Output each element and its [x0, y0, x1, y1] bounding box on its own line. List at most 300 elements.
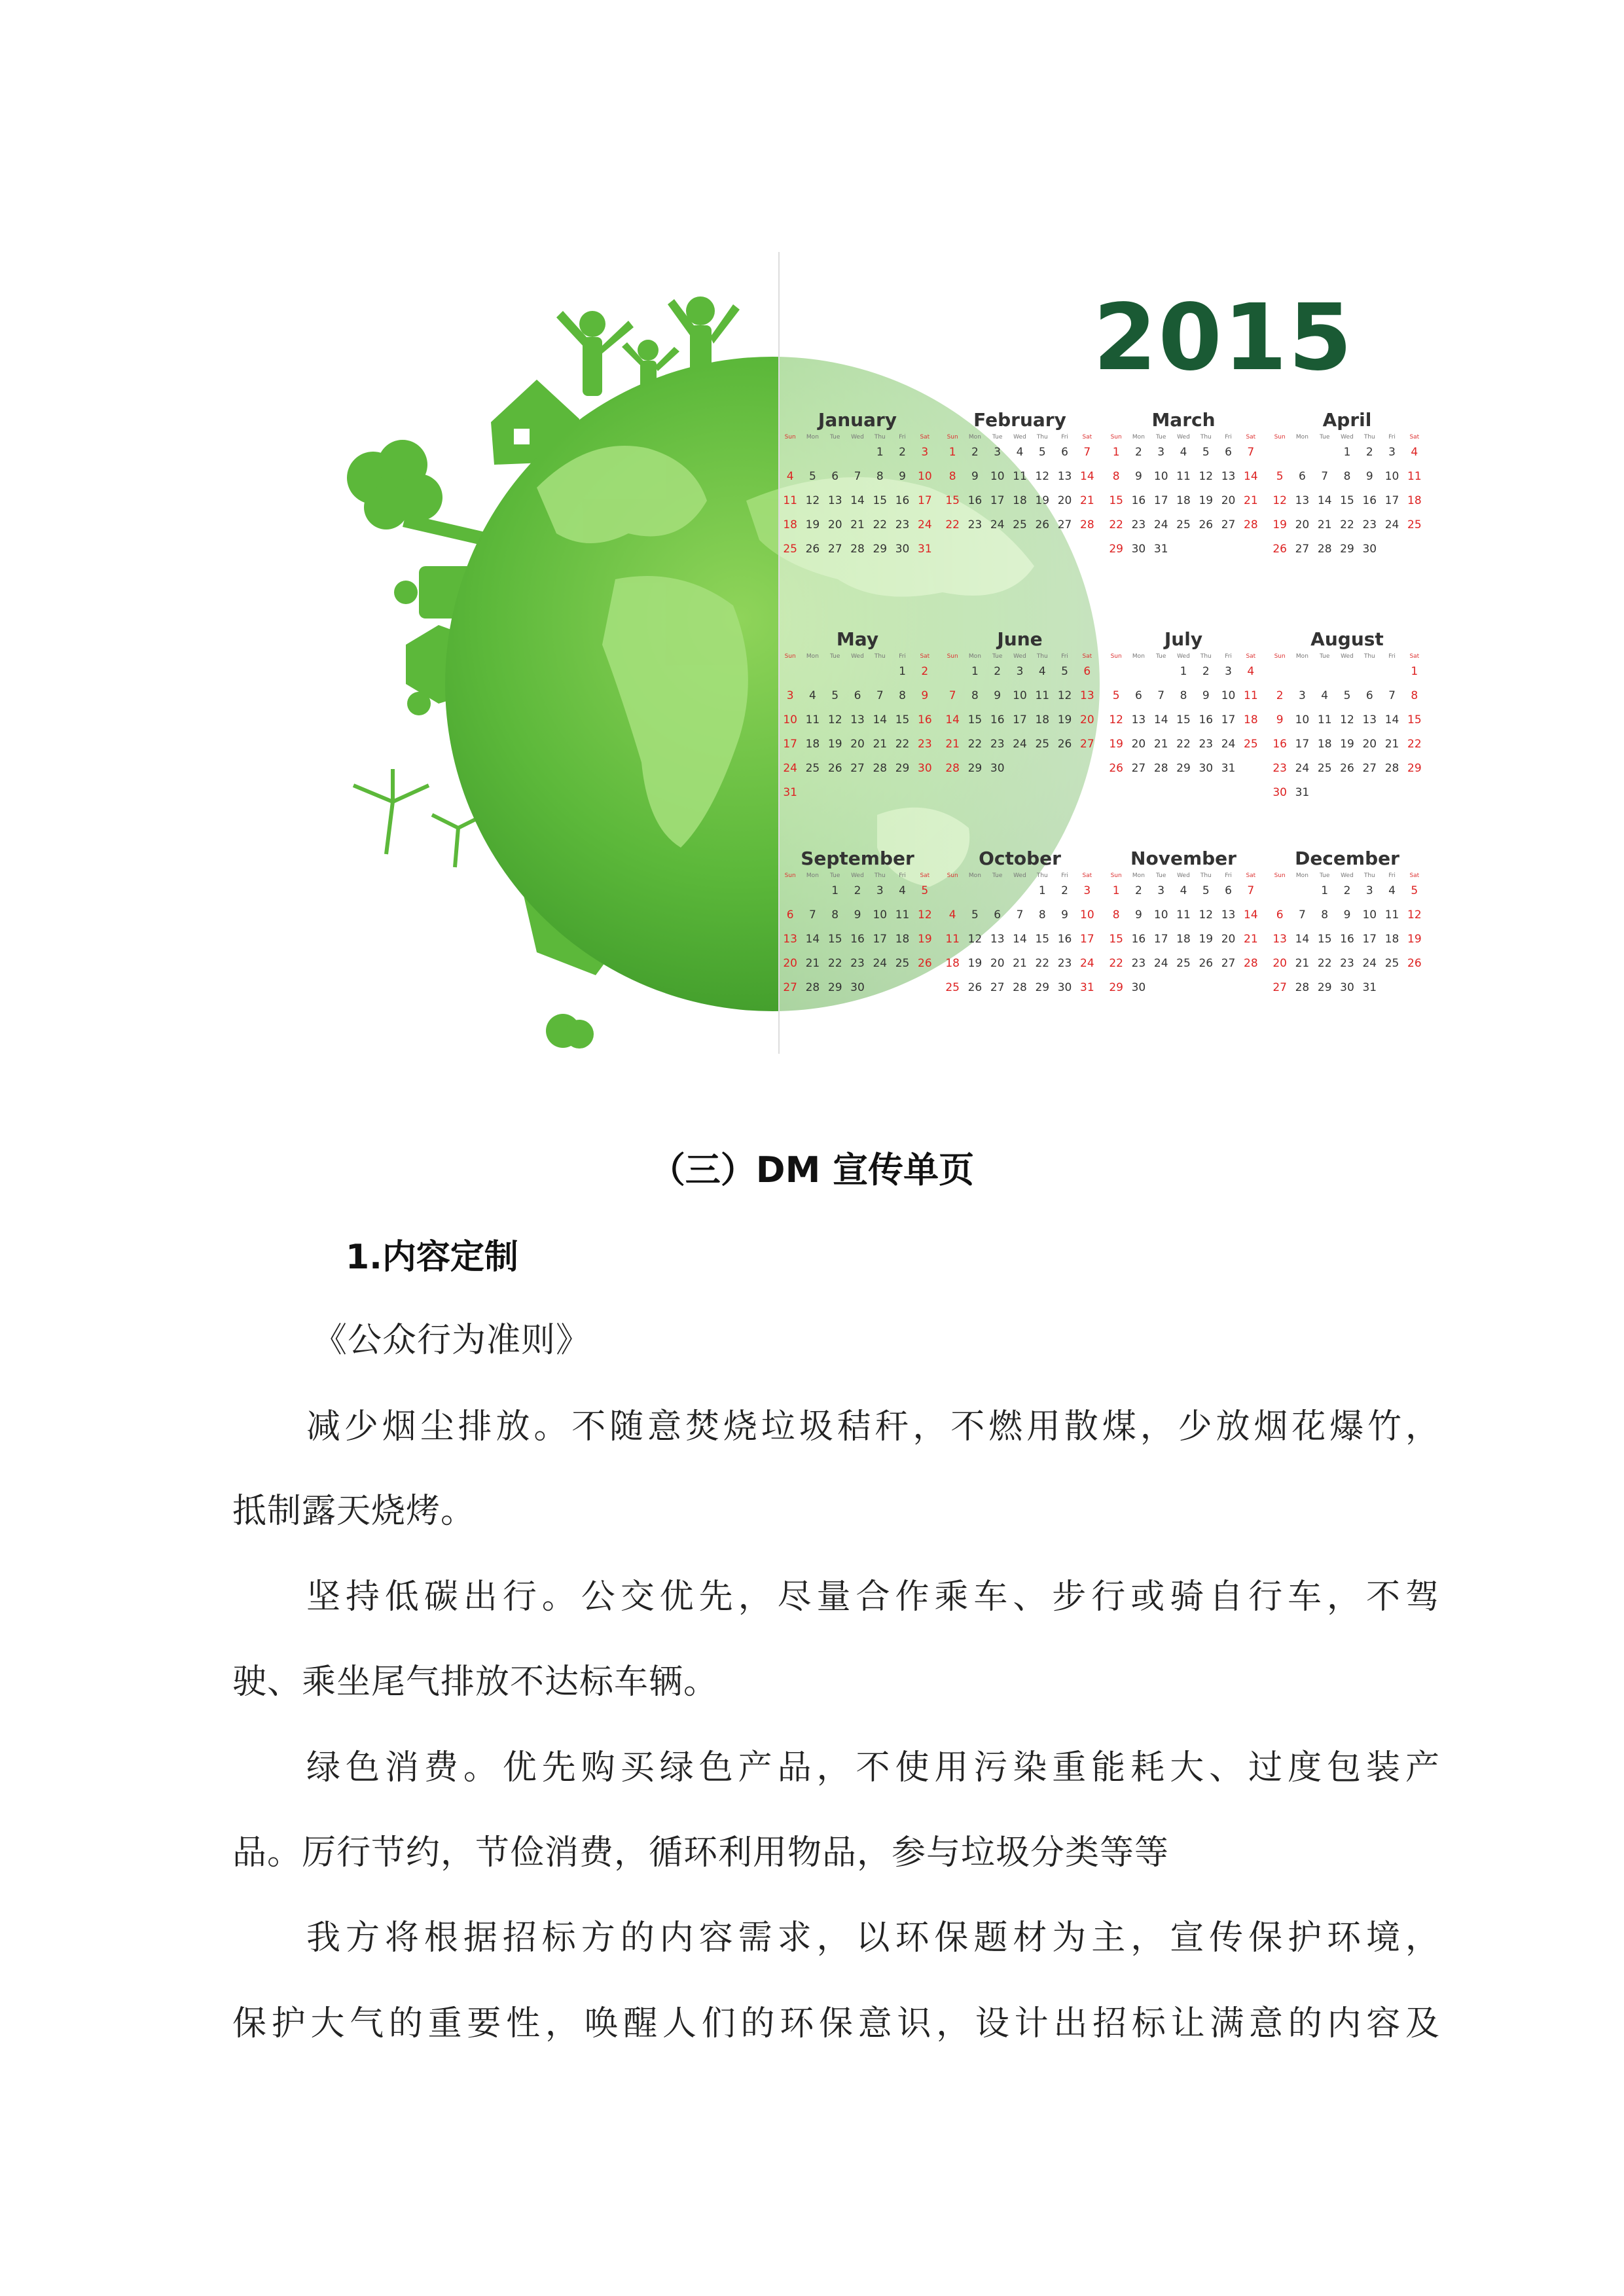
calendar-day: 1 — [1112, 446, 1120, 459]
calendar-weekday: Tue — [1156, 653, 1166, 660]
calendar-weekday: Tue — [1320, 872, 1330, 879]
calendar-weekday: Thu — [874, 653, 886, 660]
calendar-day: 5 — [1343, 689, 1351, 702]
calendar-day: 29 — [1109, 981, 1123, 994]
calendar-weekday: Thu — [1036, 434, 1048, 440]
calendar-day: 9 — [1135, 908, 1142, 922]
calendar-day: 28 — [1317, 543, 1332, 556]
calendar-weekday: Sat — [1082, 434, 1092, 440]
calendar-weekday: Sat — [1409, 434, 1420, 440]
calendar-day: 13 — [783, 933, 797, 946]
calendar-day: 17 — [1153, 933, 1168, 946]
calendar-day: 7 — [1016, 908, 1024, 922]
calendar-days — [941, 884, 1098, 994]
calendar-weekday: Fri — [899, 653, 906, 660]
calendar-month-name: January — [818, 409, 897, 431]
calendar-day: 24 — [1153, 518, 1168, 531]
calendar-day: 1 — [1343, 446, 1351, 459]
calendar-day: 7 — [876, 689, 884, 702]
calendar-day: 21 — [873, 738, 888, 751]
calendar-empty-cell — [1269, 446, 1291, 459]
calendar-day: 29 — [873, 543, 888, 556]
calendar-day: 13 — [1221, 470, 1236, 483]
calendar-day: 30 — [1272, 786, 1287, 799]
calendar-day: 20 — [990, 957, 1005, 970]
calendar-days — [1105, 884, 1262, 994]
calendar-empty-cell — [779, 884, 801, 897]
calendar-day: 9 — [1061, 908, 1068, 922]
calendar-days — [1269, 665, 1426, 799]
calendar-day: 8 — [1112, 908, 1120, 922]
calendar-day: 13 — [1080, 689, 1094, 702]
calendar-day: 3 — [1388, 446, 1396, 459]
calendar-day: 11 — [1035, 689, 1050, 702]
calendar-weekday: Fri — [1061, 653, 1068, 660]
calendar-weekday: Mon — [968, 872, 981, 879]
calendar-day: 13 — [990, 933, 1005, 946]
calendar-day: 26 — [1340, 762, 1354, 775]
calendar-day: 29 — [895, 762, 910, 775]
calendar-empty-cell — [824, 665, 846, 678]
calendar-day: 16 — [918, 713, 932, 726]
calendar-day: 26 — [1035, 518, 1050, 531]
calendar-day: 15 — [967, 713, 983, 726]
calendar-day: 1 — [899, 665, 906, 678]
calendar-empty-cell — [846, 446, 869, 459]
calendar-day: 10 — [990, 470, 1005, 483]
calendar-weekday: Tue — [1156, 434, 1166, 440]
calendar-day: 26 — [967, 981, 983, 994]
calendar-day: 4 — [1411, 446, 1418, 459]
calendar-days — [1105, 446, 1262, 556]
calendar-day: 10 — [1384, 470, 1399, 483]
calendar-day: 25 — [1407, 518, 1422, 531]
calendar-day: 21 — [1317, 518, 1332, 531]
calendar-weekday: Fri — [1225, 434, 1232, 440]
calendar-day: 26 — [1407, 957, 1422, 970]
calendar-day: 11 — [1244, 689, 1258, 702]
calendar-day: 26 — [1057, 738, 1072, 751]
calendar-empty-cell — [1269, 665, 1291, 678]
calendar-month-name: July — [1164, 628, 1203, 650]
calendar-days — [1105, 665, 1262, 775]
calendar-day: 11 — [1384, 908, 1399, 922]
calendar-day: 27 — [1272, 981, 1287, 994]
calendar-empty-cell — [1291, 446, 1313, 459]
calendar-day: 18 — [1176, 933, 1191, 946]
calendar-day: 17 — [1362, 933, 1377, 946]
calendar-day: 18 — [1317, 738, 1332, 751]
calendar-day: 25 — [1244, 738, 1258, 751]
calendar-year: 2015 — [1093, 285, 1354, 391]
calendar-day: 28 — [945, 762, 960, 775]
calendar-day: 26 — [1199, 518, 1214, 531]
calendar-month — [779, 409, 936, 556]
calendar-weekday: Sat — [920, 872, 930, 879]
calendar-day: 24 — [1013, 738, 1027, 751]
calendar-day: 7 — [1083, 446, 1091, 459]
calendar-weekday: Mon — [806, 872, 819, 879]
calendar-weekday: Sat — [1409, 653, 1420, 660]
calendar-day: 21 — [1153, 738, 1168, 751]
calendar-weekday: Thu — [874, 434, 886, 440]
calendar-weekday: Fri — [899, 872, 906, 879]
calendar-day: 25 — [895, 957, 910, 970]
calendar-day: 8 — [876, 470, 884, 483]
calendar-empty-cell — [964, 884, 986, 897]
calendar-weekday: Thu — [1200, 872, 1212, 879]
paragraph-line: 保护大气的重要性，唤醒人们的环保意识，设计出招标让满意的内容及 — [232, 2004, 1440, 2043]
calendar-day: 15 — [1109, 494, 1123, 507]
calendar-day: 24 — [873, 957, 888, 970]
calendar-weekday: Wed — [1013, 653, 1026, 660]
calendar-day: 24 — [1153, 957, 1168, 970]
calendar-weekday: Sun — [1110, 872, 1122, 879]
calendar-day: 21 — [1384, 738, 1399, 751]
calendar-day: 16 — [990, 713, 1005, 726]
calendar-day: 18 — [1035, 713, 1050, 726]
calendar-day: 18 — [1384, 933, 1399, 946]
calendar-day: 16 — [1199, 713, 1214, 726]
calendar-weekday: Sat — [1246, 872, 1256, 879]
calendar-day: 3 — [1083, 884, 1091, 897]
calendar-month-name: March — [1151, 409, 1216, 431]
calendar-day: 21 — [1295, 957, 1310, 970]
calendar-day: 23 — [1199, 738, 1214, 751]
calendar-day: 5 — [831, 689, 839, 702]
calendar-day: 22 — [1340, 518, 1354, 531]
calendar-day: 27 — [1057, 518, 1072, 531]
calendar-month — [1269, 848, 1426, 994]
calendar-day: 11 — [1176, 470, 1191, 483]
calendar-month — [1105, 848, 1262, 994]
calendar-day: 20 — [1131, 738, 1146, 751]
calendar-day: 17 — [990, 494, 1005, 507]
calendar-day: 14 — [850, 494, 865, 507]
calendar-day: 14 — [945, 713, 960, 726]
calendar-day: 17 — [1384, 494, 1399, 507]
calendar-day: 4 — [1180, 446, 1187, 459]
calendar-day: 11 — [1176, 908, 1191, 922]
calendar-days — [779, 446, 936, 556]
calendar-days — [779, 884, 936, 994]
calendar-days — [1269, 446, 1426, 556]
calendar-weekday: Mon — [1132, 872, 1145, 879]
calendar-weekday: Tue — [830, 872, 840, 879]
calendar-day: 23 — [1362, 518, 1377, 531]
calendar-days — [941, 665, 1098, 775]
calendar-weekday: Mon — [1132, 434, 1145, 440]
calendar-day: 5 — [1276, 470, 1284, 483]
calendar-day: 31 — [1362, 981, 1377, 994]
calendar-day: 6 — [1135, 689, 1142, 702]
calendar-day: 9 — [994, 689, 1001, 702]
calendar-day: 5 — [1202, 884, 1210, 897]
calendar-day: 30 — [1362, 543, 1377, 556]
calendar-day: 10 — [783, 713, 797, 726]
calendar-empty-cell — [801, 665, 823, 678]
calendar-weekday: Thu — [1036, 872, 1048, 879]
calendar-empty-cell — [824, 446, 846, 459]
calendar-day: 7 — [1321, 470, 1329, 483]
calendar-day: 8 — [899, 689, 906, 702]
paragraph-line: 绿色消费。优先购买绿色产品，不使用污染重能耗大、过度包装产 — [306, 1748, 1440, 1787]
calendar-day: 6 — [1083, 665, 1091, 678]
calendar-weekday: Sun — [947, 872, 958, 879]
calendar-day: 14 — [1153, 713, 1168, 726]
calendar-day: 8 — [1321, 908, 1329, 922]
calendar-day: 2 — [1343, 884, 1351, 897]
calendar-day: 9 — [1365, 470, 1373, 483]
calendar-day: 24 — [1384, 518, 1399, 531]
calendar-day: 7 — [809, 908, 816, 922]
calendar-weekday: Sat — [920, 653, 930, 660]
calendar-day: 14 — [1295, 933, 1310, 946]
calendar-weekday: Wed — [1341, 872, 1354, 879]
calendar-day: 15 — [1340, 494, 1354, 507]
calendar-day: 14 — [1244, 470, 1258, 483]
calendar-empty-cell — [1105, 665, 1127, 678]
calendar-day: 17 — [873, 933, 888, 946]
calendar-day: 1 — [831, 884, 839, 897]
calendar-day: 3 — [1225, 665, 1232, 678]
calendar-weekday: Tue — [992, 653, 1003, 660]
calendar-weekday: Mon — [1295, 872, 1308, 879]
calendar-day: 23 — [1057, 957, 1072, 970]
calendar-day: 12 — [1035, 470, 1050, 483]
calendar-day: 30 — [850, 981, 865, 994]
calendar-day: 21 — [1080, 494, 1094, 507]
calendar-day: 25 — [1176, 518, 1191, 531]
calendar-day: 27 — [1080, 738, 1094, 751]
calendar-day: 12 — [1199, 470, 1214, 483]
paragraph-line: 抵制露天烧烤。 — [232, 1492, 476, 1531]
calendar-day: 6 — [1365, 689, 1373, 702]
calendar-day: 12 — [1407, 908, 1422, 922]
calendar-day: 16 — [1131, 494, 1146, 507]
calendar-day: 13 — [1221, 908, 1236, 922]
calendar-day: 4 — [1016, 446, 1024, 459]
calendar-day: 17 — [1013, 713, 1027, 726]
calendar-day: 20 — [1272, 957, 1287, 970]
calendar-day: 8 — [1180, 689, 1187, 702]
calendar-day: 22 — [967, 738, 983, 751]
calendar-day: 30 — [1199, 762, 1214, 775]
calendar-day: 12 — [1272, 494, 1287, 507]
calendar-weekday: Fri — [1388, 872, 1396, 879]
calendar-weekday: Mon — [1295, 434, 1308, 440]
calendar-day: 27 — [850, 762, 865, 775]
paragraph-line: 品。厉行节约，节俭消费，循环利用物品，参与垃圾分类等等 — [232, 1833, 1170, 1873]
calendar-day: 2 — [899, 446, 906, 459]
calendar-day: 20 — [1080, 713, 1094, 726]
calendar-day: 16 — [1340, 933, 1354, 946]
calendar-weekday: Fri — [1061, 872, 1068, 879]
calendar-weekday-row — [779, 653, 936, 660]
calendar-empty-cell — [1291, 884, 1313, 897]
calendar-day: 19 — [805, 518, 820, 531]
calendar-empty-cell — [1358, 665, 1380, 678]
calendar-day: 5 — [1411, 884, 1418, 897]
calendar-day: 30 — [1340, 981, 1354, 994]
calendar-day: 26 — [805, 543, 820, 556]
calendar-day: 20 — [1221, 494, 1236, 507]
calendar-day: 1 — [876, 446, 884, 459]
calendar-day: 23 — [1340, 957, 1354, 970]
calendar-day: 13 — [1131, 713, 1146, 726]
calendar-day: 8 — [1112, 470, 1120, 483]
calendar-weekday: Tue — [830, 434, 840, 440]
calendar-day: 26 — [827, 762, 842, 775]
calendar-month-name: October — [979, 848, 1061, 869]
calendar-day: 7 — [1247, 446, 1255, 459]
calendar-month-name: May — [836, 628, 879, 650]
calendar-weekday: Sun — [784, 653, 796, 660]
calendar-day: 27 — [1362, 762, 1377, 775]
calendar-month — [1269, 628, 1426, 799]
calendar-day: 23 — [918, 738, 932, 751]
calendar-days — [1269, 884, 1426, 994]
calendar-day: 5 — [921, 884, 929, 897]
calendar-day: 6 — [1276, 908, 1284, 922]
calendar-day: 10 — [1362, 908, 1377, 922]
calendar-weekday: Wed — [1177, 653, 1190, 660]
calendar-empty-cell — [779, 665, 801, 678]
calendar-day: 12 — [1109, 713, 1123, 726]
calendar-day: 9 — [899, 470, 906, 483]
calendar-day: 25 — [945, 981, 960, 994]
calendar-day: 14 — [805, 933, 820, 946]
calendar-day: 19 — [1407, 933, 1422, 946]
calendar-day: 31 — [918, 543, 932, 556]
calendar-day: 31 — [1221, 762, 1236, 775]
calendar-day: 20 — [1362, 738, 1377, 751]
calendar-day: 3 — [994, 446, 1001, 459]
calendar-day: 25 — [1384, 957, 1399, 970]
calendar-weekday: Tue — [992, 872, 1003, 879]
calendar-weekday: Mon — [1295, 653, 1308, 660]
calendar-day: 29 — [1035, 981, 1050, 994]
calendar-day: 10 — [1153, 908, 1168, 922]
calendar-day: 15 — [1109, 933, 1123, 946]
calendar-day: 16 — [1057, 933, 1072, 946]
calendar-empty-cell — [1314, 446, 1336, 459]
calendar-day: 12 — [1199, 908, 1214, 922]
calendar-panel — [779, 239, 1473, 1054]
calendar-day: 8 — [1038, 908, 1046, 922]
calendar-day: 6 — [831, 470, 839, 483]
calendar-day: 4 — [1321, 689, 1329, 702]
calendar-day: 21 — [1244, 494, 1258, 507]
calendar-day: 27 — [783, 981, 797, 994]
calendar-month — [1105, 628, 1262, 775]
calendar-day: 23 — [1131, 957, 1146, 970]
calendar-day: 18 — [805, 738, 820, 751]
calendar-day: 21 — [805, 957, 820, 970]
calendar-day: 5 — [1038, 446, 1046, 459]
calendar-weekday: Tue — [992, 434, 1003, 440]
calendar-day: 4 — [1388, 884, 1396, 897]
calendar-day: 3 — [1365, 884, 1373, 897]
calendar-weekday: Thu — [1363, 653, 1375, 660]
calendar-weekday: Tue — [1320, 434, 1330, 440]
calendar-weekday: Thu — [1200, 434, 1212, 440]
calendar-day: 29 — [1109, 543, 1123, 556]
calendar-day: 1 — [971, 665, 979, 678]
calendar-weekday: Sat — [920, 434, 930, 440]
calendar-month-name: December — [1295, 848, 1399, 869]
calendar-day: 8 — [831, 908, 839, 922]
calendar-day: 31 — [1080, 981, 1094, 994]
calendar-day: 18 — [783, 518, 797, 531]
calendar-day: 18 — [1244, 713, 1258, 726]
tree-icon — [347, 440, 491, 547]
calendar-day: 2 — [1202, 665, 1210, 678]
calendar-weekday: Fri — [1388, 434, 1396, 440]
calendar-weekday: Thu — [1036, 653, 1048, 660]
calendar-day: 21 — [850, 518, 865, 531]
calendar-day: 13 — [827, 494, 842, 507]
calendar-day: 26 — [1109, 762, 1123, 775]
calendar-day: 19 — [967, 957, 983, 970]
calendar-weekday: Wed — [851, 434, 864, 440]
calendar-empty-cell — [986, 884, 1009, 897]
calendar-day: 30 — [1057, 981, 1072, 994]
calendar-day: 23 — [895, 518, 910, 531]
calendar-day: 6 — [994, 908, 1001, 922]
calendar-day: 5 — [1061, 665, 1068, 678]
calendar-weekday: Wed — [1013, 434, 1026, 440]
calendar-day: 12 — [918, 908, 932, 922]
calendar-day: 19 — [1272, 518, 1287, 531]
calendar-day: 12 — [1057, 689, 1072, 702]
calendar-day: 21 — [1013, 957, 1027, 970]
paragraph-line: 我方将根据招标方的内容需求，以环保题材为主，宣传保护环境， — [306, 1918, 1440, 1958]
calendar-weekday: Sun — [947, 653, 958, 660]
calendar-weekday: Sat — [1409, 872, 1420, 879]
calendar-day: 22 — [895, 738, 910, 751]
calendar-empty-cell — [1291, 665, 1313, 678]
calendar-weekday-row — [1105, 653, 1262, 660]
calendar-day: 22 — [1317, 957, 1332, 970]
calendar-day: 9 — [1135, 470, 1142, 483]
calendar-day: 10 — [1153, 470, 1168, 483]
calendar-day: 2 — [854, 884, 861, 897]
calendar-day: 17 — [1295, 738, 1310, 751]
calendar-day: 22 — [827, 957, 842, 970]
calendar-weekday: Tue — [1320, 653, 1330, 660]
calendar-weekday: Thu — [1200, 653, 1212, 660]
calendar-day: 25 — [1035, 738, 1050, 751]
calendar-day: 3 — [1299, 689, 1306, 702]
calendar-day: 10 — [1080, 908, 1094, 922]
calendar-day: 9 — [854, 908, 861, 922]
calendar-weekday: Fri — [1061, 434, 1068, 440]
calendar-day: 19 — [1109, 738, 1123, 751]
calendar-day: 5 — [809, 470, 816, 483]
calendar-day: 30 — [918, 762, 932, 775]
calendar-day: 8 — [1411, 689, 1418, 702]
calendar-weekday-row — [779, 434, 936, 440]
calendar-day: 28 — [1153, 762, 1168, 775]
calendar-day: 27 — [990, 981, 1005, 994]
calendar-day: 28 — [1244, 518, 1258, 531]
calendar-empty-cell — [846, 665, 869, 678]
calendar-day: 29 — [827, 981, 842, 994]
calendar-empty-cell — [1380, 665, 1403, 678]
calendar-days — [779, 665, 936, 799]
calendar-day: 14 — [1384, 713, 1399, 726]
